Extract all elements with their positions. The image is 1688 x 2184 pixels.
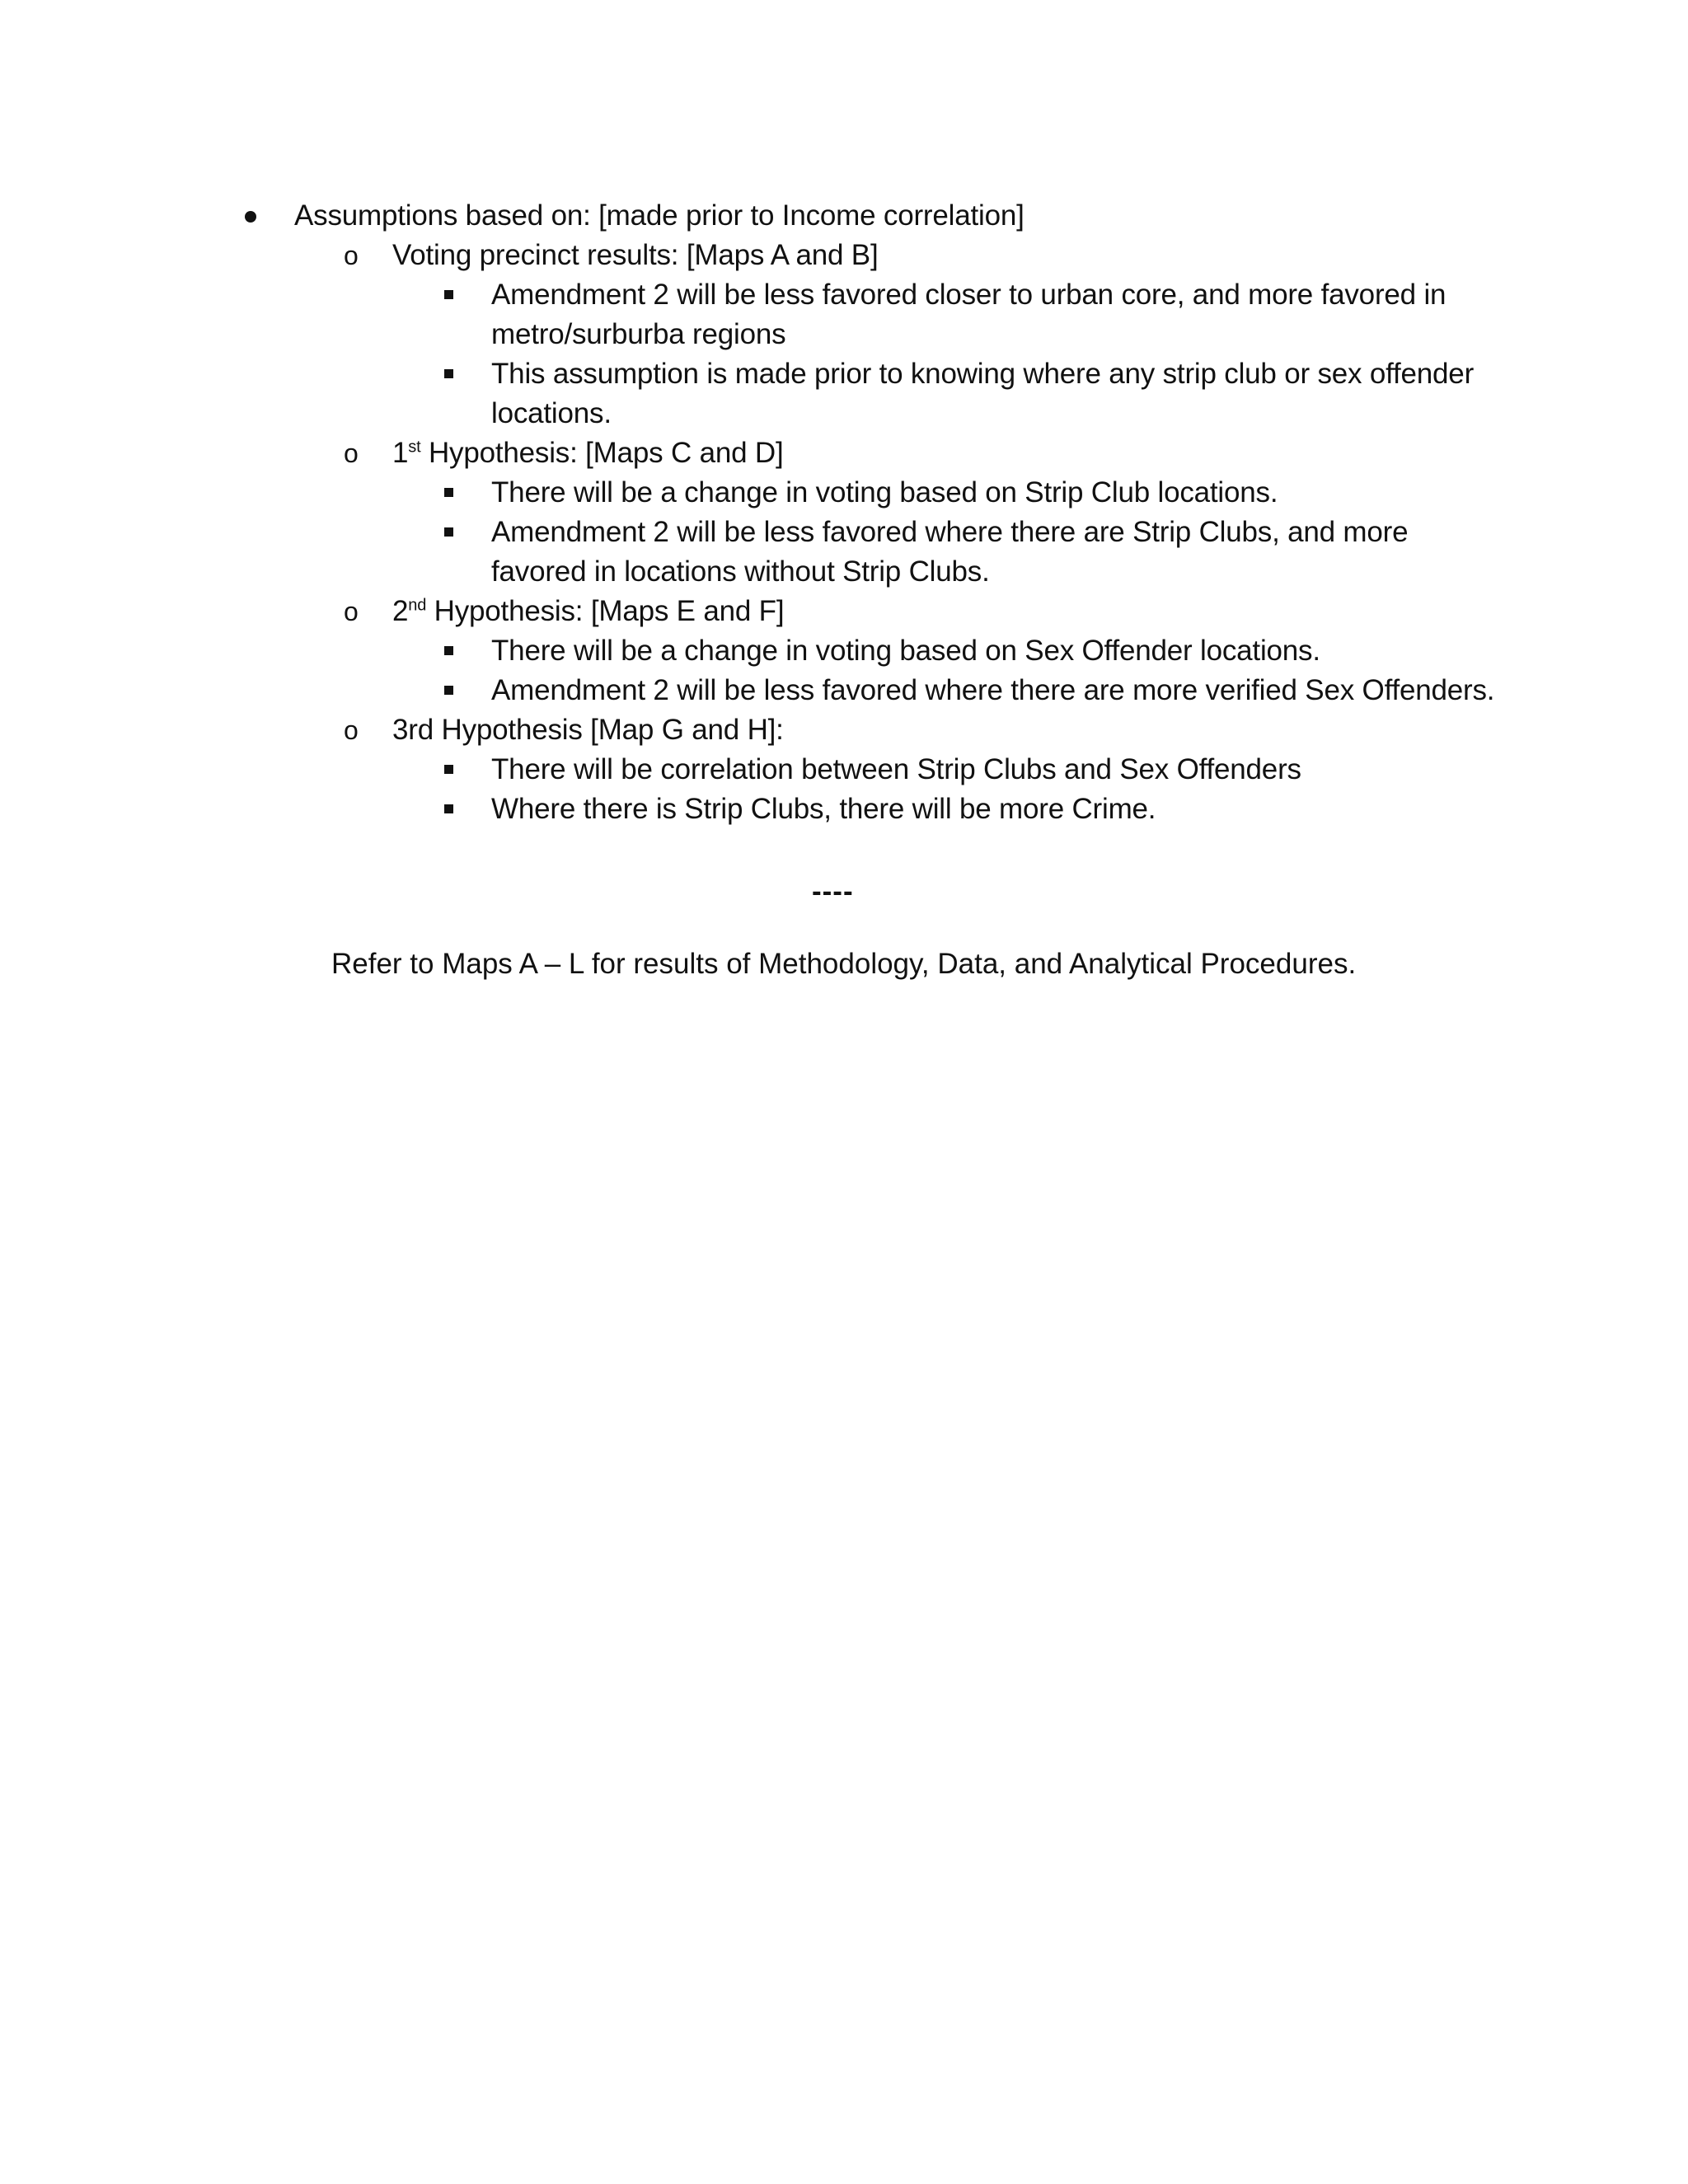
bullet-square-icon (444, 527, 453, 537)
bullet-square-icon (444, 804, 453, 813)
bullet-square-icon (444, 646, 453, 655)
maps-reference-text: Refer to Maps A – L for results of Methodology, Data, and Analytical Procedures. (331, 948, 1357, 980)
voting-item-2-line-2: locations. (491, 397, 612, 429)
voting-item-1-line-2: metro/surburba regions (491, 318, 786, 350)
bullet-square-icon (444, 488, 453, 497)
hypothesis-1-item-2-line-2: favored in locations without Strip Clubs. (491, 555, 990, 588)
bullet-circle-icon: o (344, 715, 359, 745)
bullet-square-icon (444, 369, 453, 378)
bullet-square-icon (444, 765, 453, 774)
assumptions-heading: Assumptions based on: [made prior to Income correlation] (294, 199, 1025, 232)
voting-item-2-line-1: This assumption is made prior to knowing where any strip club or sex offender (491, 358, 1475, 390)
bullet-circle-icon: o (344, 597, 359, 626)
bullet-square-icon (444, 686, 453, 695)
bullet-circle-icon: o (344, 438, 359, 468)
hypothesis-2-item-1: There will be a change in voting based on Sex Offender locations. (491, 635, 1320, 667)
hypothesis-2-item-2: Amendment 2 will be less favored where there are more verified Sex Offenders. (491, 674, 1495, 706)
hypothesis-3-heading: 3rd Hypothesis [Map G and H]: (392, 714, 784, 746)
voting-item-1-line-1: Amendment 2 will be less favored closer to urban core, and more favored in (491, 279, 1447, 311)
hypothesis-1-heading: 1st Hypothesis: [Maps C and D] (392, 437, 784, 469)
hypothesis-2-heading: 2nd Hypothesis: [Maps E and F] (392, 595, 785, 627)
hypothesis-3-item-2: Where there is Strip Clubs, there will be more Crime. (491, 793, 1156, 825)
bullet-square-icon (444, 290, 453, 299)
hypothesis-1-item-2-line-1: Amendment 2 will be less favored where there are Strip Clubs, and more (491, 516, 1409, 548)
hypothesis-1-item-1: There will be a change in voting based on Strip Club locations. (491, 476, 1278, 509)
bullet-dot-icon (245, 211, 256, 223)
section-divider: ---- (812, 875, 854, 907)
hypothesis-3-item-1: There will be correlation between Strip Clubs and Sex Offenders (491, 753, 1301, 785)
bullet-circle-icon: o (344, 241, 359, 270)
voting-precinct-heading: Voting precinct results: [Maps A and B] (392, 239, 879, 271)
